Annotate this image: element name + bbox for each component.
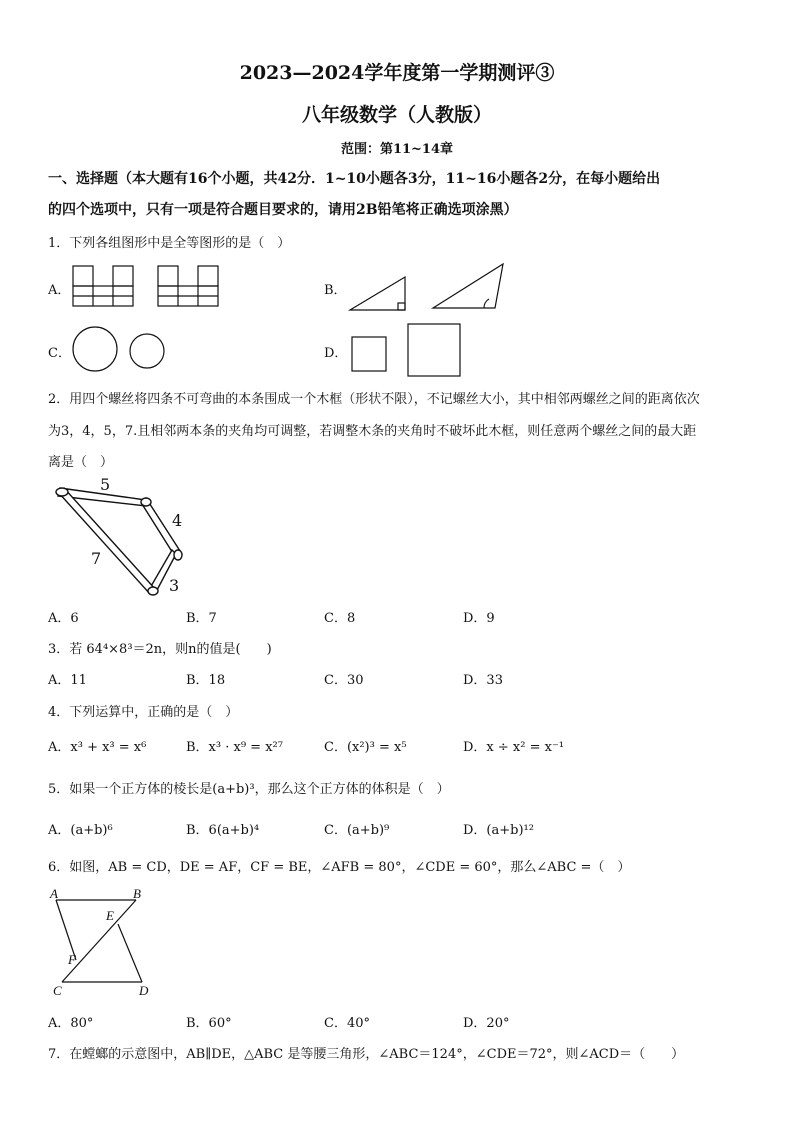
- q6-label-e: E: [106, 908, 114, 923]
- q3-stem: 3．若 64⁴×8³＝2n，则n的值是( ): [48, 642, 272, 657]
- q6-label-d: D: [139, 983, 149, 998]
- q2-label-4: 4: [172, 511, 183, 530]
- q3-option-b[interactable]: B．18: [186, 673, 226, 688]
- q2-option-b[interactable]: B．7: [186, 611, 217, 626]
- q4-option-d[interactable]: D．x ÷ x² = x⁻¹: [463, 740, 565, 755]
- q6-stem: 6．如图，AB = CD，DE = AF，CF = BE，∠AFB = 80°，∠CDE = 60°，那么∠ABC =（ ）: [48, 860, 631, 875]
- q6-option-b[interactable]: B．60°: [186, 1016, 232, 1031]
- q2-line3: 离是（ ）: [48, 455, 114, 470]
- q3-option-d[interactable]: D．33: [463, 673, 503, 688]
- q5-option-c[interactable]: C．(a+b)⁹: [324, 823, 390, 838]
- q7-stem: 7．在螳螂的示意图中，AB∥DE，△ABC 是等腰三角形，∠ABC＝124°，∠CDE＝72°，则∠ACD＝（ ）: [48, 1047, 685, 1062]
- q6-label-c: C: [53, 983, 62, 998]
- q6-label-a: A: [50, 886, 58, 901]
- exam-subtitle: 八年级数学（人教版）: [301, 104, 492, 126]
- q1-figure-b: [345, 262, 510, 312]
- q1-label-d: D．: [324, 346, 348, 361]
- q6-label-f: F: [68, 952, 76, 967]
- q5-stem: 5．如果一个正方体的棱长是(a+b)³，那么这个正方体的体积是（ ）: [48, 782, 450, 797]
- q2-option-a[interactable]: A．6: [48, 611, 79, 626]
- section-heading-line2: 的四个选项中，只有一项是符合题目要求的，请用2B铅笔将正确选项涂黑）: [48, 202, 518, 218]
- q5-option-a[interactable]: A．(a+b)⁶: [48, 823, 113, 838]
- q6-option-d[interactable]: D．20°: [463, 1016, 510, 1031]
- q4-option-b[interactable]: B．x³ · x⁹ = x²⁷: [186, 740, 283, 755]
- exam-scope: 范围：第11~14章: [340, 142, 454, 157]
- q2-line1: 2．用四个螺丝将四条不可弯曲的本条围成一个木框（形状不限），不记螺丝大小，其中相邻两螺丝之间的距离依次: [48, 392, 700, 407]
- q2-option-c[interactable]: C．8: [324, 611, 356, 626]
- q1-figure-d: [350, 322, 465, 377]
- q2-label-3: 3: [169, 576, 180, 595]
- q1-label-a: A．: [48, 283, 71, 298]
- q3-option-a[interactable]: A．11: [48, 673, 87, 688]
- q6-option-c[interactable]: C．40°: [324, 1016, 370, 1031]
- q2-option-d[interactable]: D．9: [463, 611, 495, 626]
- q1-label-c: C．: [48, 346, 71, 361]
- q4-stem: 4．下列运算中，正确的是（ ）: [48, 705, 239, 720]
- q2-label-5: 5: [100, 475, 111, 494]
- q5-option-d[interactable]: D．(a+b)¹²: [463, 823, 534, 838]
- q1-figure-a: [70, 262, 230, 312]
- q4-option-c[interactable]: C．(x²)³ = x⁵: [324, 740, 407, 755]
- q4-option-a[interactable]: A．x³ + x³ = x⁶: [48, 740, 147, 755]
- q2-line2: 为3，4，5，7.且相邻两本条的夹角均可调整，若调整木条的夹角时不破坏此木框，则任意两个螺丝之间的最大距: [48, 424, 697, 439]
- section-heading-line1: 一、选择题（本大题有16个小题，共42分．1~10小题各3分，11~16小题各2分，在每小题给出: [48, 171, 661, 187]
- q1-label-b: B．: [324, 283, 347, 298]
- q6-option-a[interactable]: A．80°: [48, 1016, 94, 1031]
- q2-label-7: 7: [91, 549, 102, 568]
- q1-stem: 1．下列各组图形中是全等图形的是（ ）: [48, 236, 291, 251]
- q3-option-c[interactable]: C．30: [324, 673, 364, 688]
- exam-title: 2023—2024学年度第一学期测评③: [239, 62, 555, 84]
- q5-option-b[interactable]: B．6(a+b)⁴: [186, 823, 260, 838]
- q1-figure-c: [70, 325, 170, 373]
- q6-label-b: B: [133, 886, 141, 901]
